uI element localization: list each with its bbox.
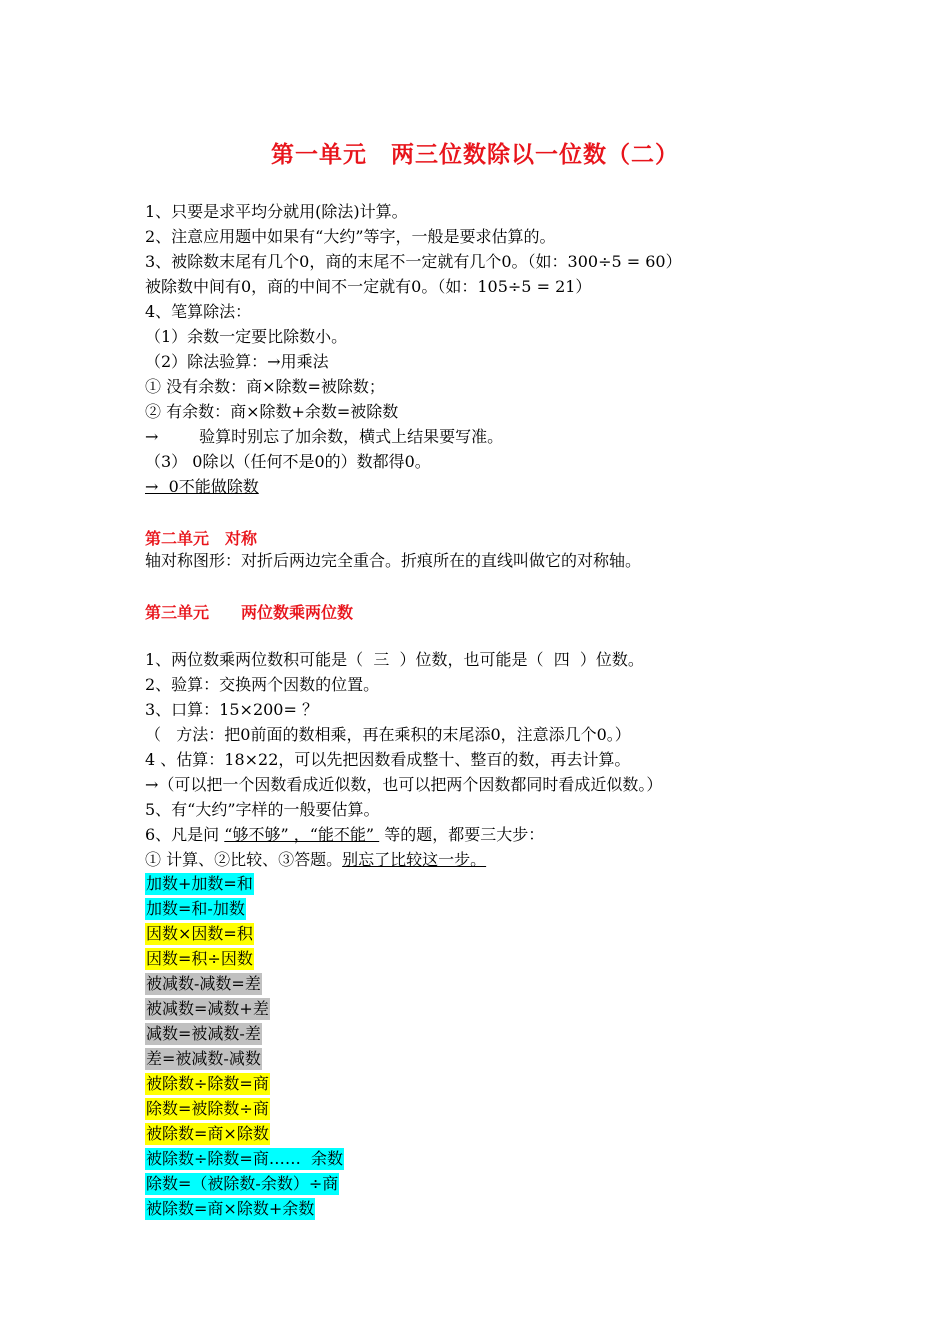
unit3-line-8-suffix: 等的题，都要三大步： (379, 825, 545, 844)
formula-item: 减数=被减数-差 (146, 1024, 261, 1043)
unit3-line-8-quoted: “够不够” ，“能不能” (224, 825, 380, 844)
formula-item: 被除数÷除数=商 (146, 1074, 269, 1093)
unit1-line-8: ① 没有余数：商×除数=被除数； (145, 377, 385, 396)
unit1-line-5: 4、笔算除法： (145, 302, 252, 321)
unit3-line-3: 3、口算：15×200= ？ (145, 700, 318, 719)
unit1-line-7: （2）除法验算：→用乘法 (145, 352, 329, 371)
formula-item: 被除数=商×除数 (146, 1124, 269, 1143)
unit3-line-4: （ 方法：把0前面的数相乘，再在乘积的末尾添0，注意添几个0。） (145, 725, 631, 744)
unit3-line-9 (145, 849, 486, 871)
unit3-line-8 (145, 824, 544, 846)
formula-item: 加数=和-加数 (146, 899, 245, 918)
formula-item: 因数×因数=积 (146, 924, 253, 943)
formula-item: 除数=（被除数-余数）÷商 (146, 1174, 339, 1193)
formula-item: 除数=被除数÷商 (146, 1099, 269, 1118)
page-title: 第一单元 两三位数除以一位数（二） (271, 142, 679, 168)
unit1-line-1: 1、只要是求平均分就用(除法)计算。 (145, 202, 408, 221)
unit1-line-11: （3） 0除以（任何不是0的）数都得0。 (145, 452, 431, 471)
formula-item: 被除数=商×除数+余数 (146, 1199, 315, 1218)
unit3-line-8-prefix: 6、凡是问 (145, 825, 225, 844)
unit1-line-12: → 0不能做除数 (145, 477, 259, 496)
unit1-line-3: 3、被除数末尾有几个0，商的末尾不一定就有几个0。（如：300÷5 = 60） (145, 252, 682, 271)
unit2-line-1: 轴对称图形：对折后两边完全重合。折痕所在的直线叫做它的对称轴。 (145, 551, 642, 570)
unit1-line-2: 2、注意应用题中如果有“大约”等字，一般是要求估算的。 (145, 227, 556, 246)
formula-item: 被除数÷除数=商…… 余数 (146, 1149, 343, 1168)
unit1-line-6: （1）余数一定要比除数小。 (145, 327, 348, 346)
formula-item: 被减数=减数+差 (146, 999, 269, 1018)
unit3-line-2: 2、验算：交换两个因数的位置。 (145, 675, 380, 694)
unit1-line-9: ② 有余数：商×除数+余数=被除数 (145, 402, 399, 421)
formula-item: 因数=积÷因数 (146, 949, 253, 968)
unit3-line-9-emphasis: 别忘了比较这一步。 (342, 850, 487, 869)
unit1-line-10: → 验算时别忘了加余数，横式上结果要写准。 (145, 427, 504, 446)
unit3-heading: 第三单元 两位数乘两位数 (145, 603, 354, 622)
unit3-line-7: 5、有“大约”字样的一般要估算。 (145, 800, 380, 819)
unit3-line-6: →（可以把一个因数看成近似数，也可以把两个因数都同时看成近似数。） (145, 775, 663, 794)
formula-item: 被减数-减数=差 (146, 974, 261, 993)
unit3-line-1: 1、两位数乘两位数积可能是（ 三 ）位数，也可能是（ 四 ）位数。 (145, 650, 644, 669)
unit3-line-9-prefix: ① 计算、②比较、③答题。 (145, 850, 343, 869)
unit2-heading: 第二单元 对称 (145, 529, 258, 548)
unit1-line-4: 被除数中间有0，商的中间不一定就有0。（如：105÷5 = 21） (145, 277, 592, 296)
unit3-line-5: 4 、估算：18×22，可以先把因数看成整十、整百的数，再去计算。 (145, 750, 631, 769)
formula-item: 差=被减数-减数 (146, 1049, 261, 1068)
formula-item: 加数+加数=和 (146, 874, 253, 893)
